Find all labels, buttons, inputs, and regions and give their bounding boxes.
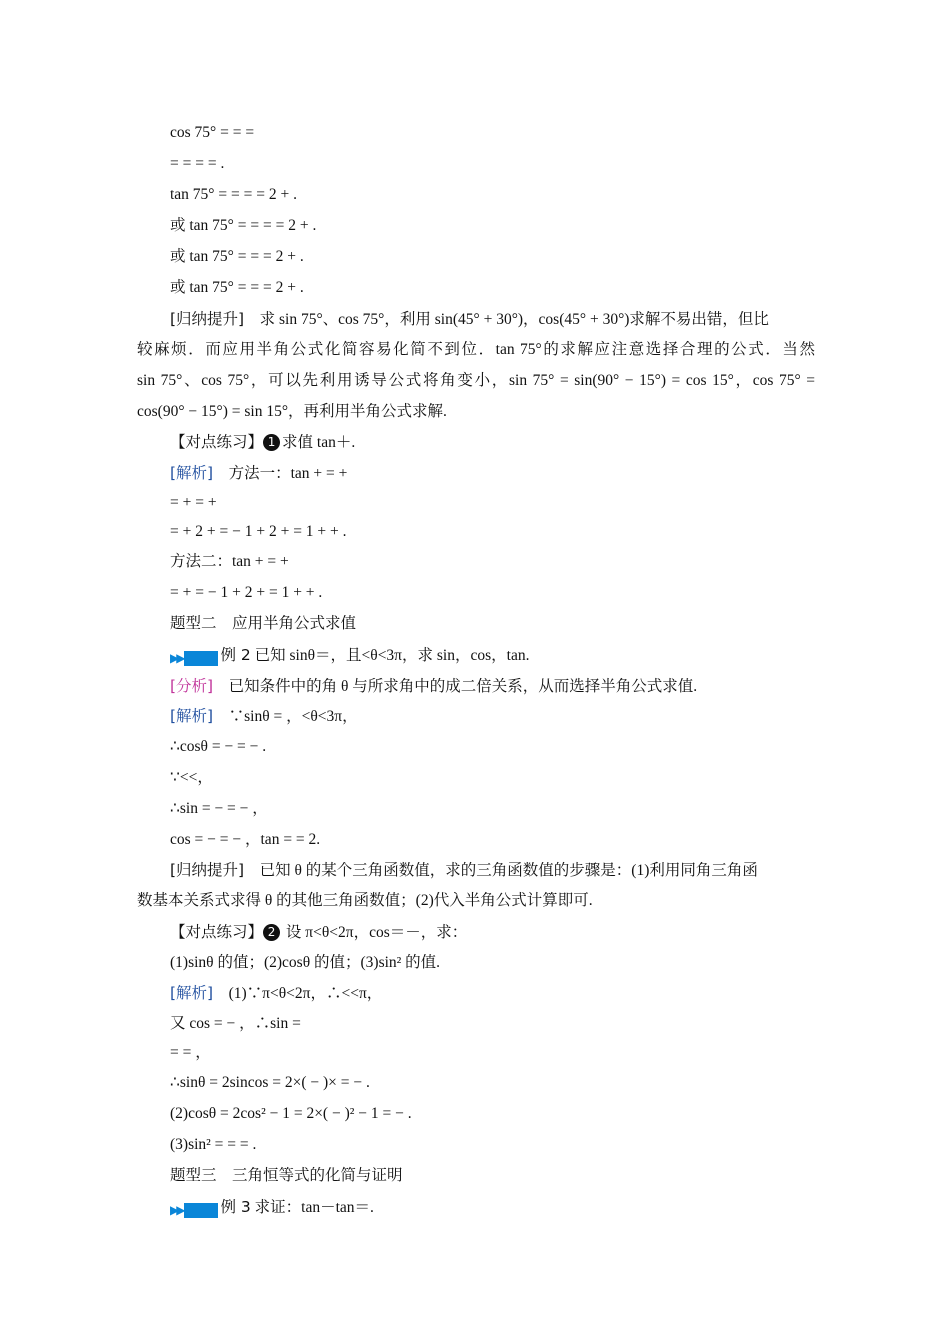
summary-paragraph-line: sin 75°、cos 75°，可以先利用诱导公式将角变小，sin 75° = sin(90° − 15°) = cos 15°，cos 75° = (137, 372, 815, 389)
solution-line: (2)cosθ = 2cos² − 1 = 2×( − )² − 1 = − . (170, 1105, 412, 1122)
text-line: 或 tan 75° = = = 2 + . (170, 248, 304, 265)
analysis-tag: [分析] (170, 677, 214, 695)
practice-tag: 【对点练习】 (170, 433, 264, 451)
solution-line: [解析] ∵sinθ = ，<θ<3π， (170, 707, 358, 725)
text-line: cos 75° = = = (170, 124, 255, 141)
example-marker-icon: ▶▶ (170, 1199, 218, 1221)
summary-paragraph-line: 数基本关系式求得 θ 的其他三角函数值；(2)代入半角公式计算即可. (137, 892, 593, 909)
text-line: = = = = . (170, 155, 225, 172)
text-line: 或 tan 75° = = = = 2 + . (170, 217, 317, 234)
text-line: 或 tan 75° = = = 2 + . (170, 279, 304, 296)
solution-line: = + = − 1 + 2 + = 1 + + . (170, 584, 323, 601)
solution-line: ∵<<， (170, 769, 213, 786)
section-title: 题型三 三角恒等式的化简与证明 (170, 1166, 403, 1184)
example-line: ▶▶ 例 3 求证：tan－tan＝. (170, 1196, 374, 1221)
solution-line: ∴cosθ = − = − . (170, 738, 267, 755)
example-label: 例 3 (220, 1198, 251, 1216)
summary-paragraph-line: cos(90° − 15°) = sin 15°，再利用半角公式求解. (137, 403, 447, 420)
solution-tag: [解析] (170, 464, 214, 482)
solution-line: (3)sin² = = = . (170, 1136, 257, 1153)
example-line: ▶▶ 例 2 已知 sinθ＝，且<θ<3π，求 sin，cos，tan. (170, 644, 529, 669)
solution-line: [解析] 方法一：tan + = + (170, 464, 348, 482)
solution-line: ∴sinθ = 2sincos = 2×( − )× = − . (170, 1074, 370, 1091)
circled-number-icon: 2 (263, 924, 280, 941)
solution-line: cos = − = − ，tan = = 2. (170, 831, 321, 848)
practice-tag: 【对点练习】 (170, 923, 264, 941)
solution-line: = + = + (170, 494, 217, 511)
summary-tag: [归纳提升] (170, 310, 245, 328)
solution-line: ∴sin = − = − ， (170, 800, 268, 817)
example-label: 例 2 (220, 646, 251, 664)
text-line: tan 75° = = = = 2 + . (170, 186, 297, 203)
analysis-line: [分析] 已知条件中的角 θ 与所求角中的成二倍关系，从而选择半角公式求值. (170, 677, 698, 695)
example-marker-icon: ▶▶ (170, 647, 218, 669)
solution-tag: [解析] (170, 984, 214, 1002)
summary-paragraph-line: [归纳提升] 已知 θ 的某个三角函数值，求的三角函数值的步骤是：(1)利用同角三角函 (170, 861, 758, 879)
question-line: (1)sinθ 的值；(2)cosθ 的值；(3)sin² 的值. (170, 954, 441, 971)
circled-number-icon: 1 (263, 434, 280, 451)
solution-line: = + 2 + = − 1 + 2 + = 1 + + . (170, 523, 347, 540)
solution-line: [解析] (1)∵π<θ<2π，∴<<π， (170, 984, 383, 1002)
solution-line: = = ， (170, 1044, 211, 1061)
section-title: 题型二 应用半角公式求值 (170, 614, 357, 632)
solution-tag: [解析] (170, 707, 214, 725)
summary-paragraph-line: 较麻烦．而应用半角公式化简容易化简不到位．tan 75°的求解应注意选择合理的公式．当然 (137, 341, 815, 358)
summary-paragraph-line: [归纳提升] 求 sin 75°、cos 75°，利用 sin(45° + 30°)，cos(45° + 30°)求解不易出错，但比 (170, 310, 769, 328)
solution-line: 方法二：tan + = + (170, 553, 289, 570)
practice-line: 【对点练习】 2 设 π<θ<2π，cos＝－，求： (170, 923, 468, 941)
practice-line: 【对点练习】 1 求值 tan＋. (170, 433, 356, 451)
solution-line: 又 cos = − ，∴sin = (170, 1015, 301, 1032)
summary-tag: [归纳提升] (170, 861, 245, 879)
